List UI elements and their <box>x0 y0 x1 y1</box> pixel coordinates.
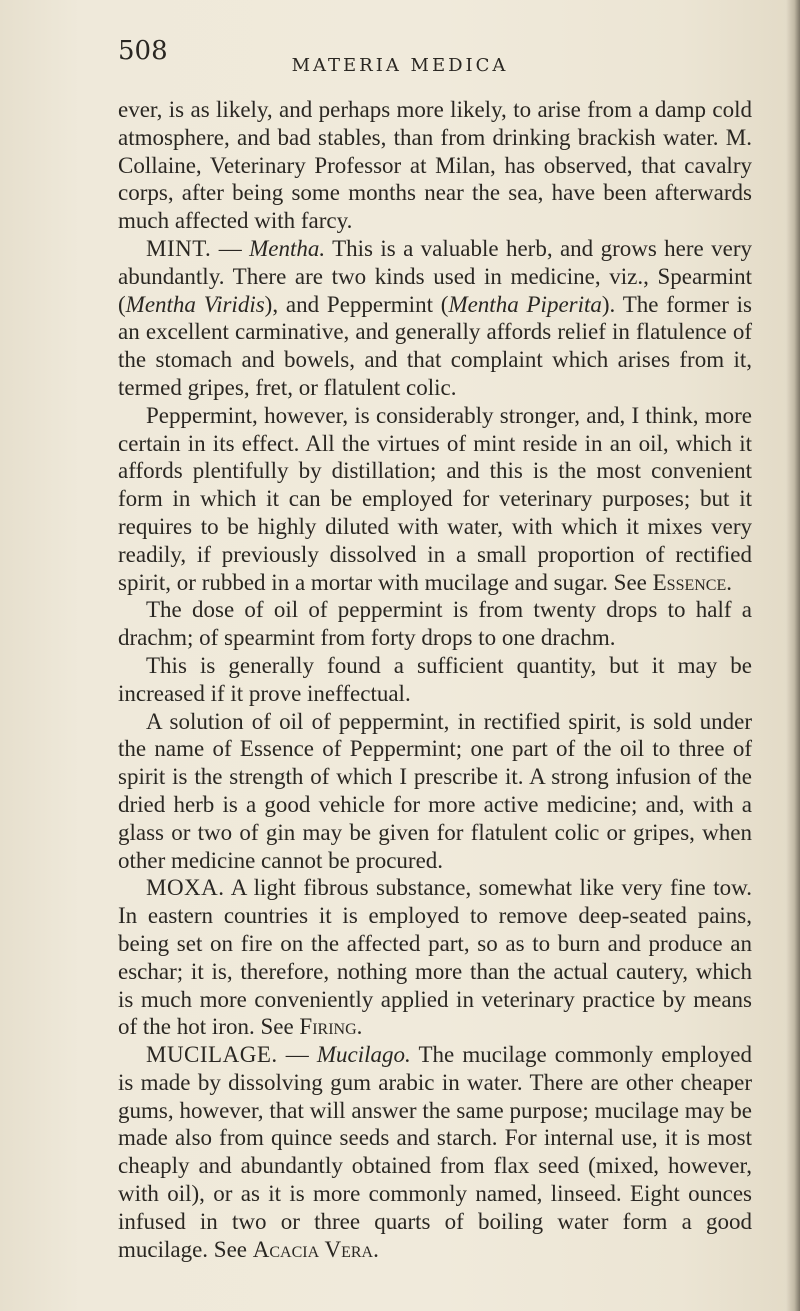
text: Peppermint, however, is considerably stronger, and, I think, more certain in its effect. All the virtues of mint reside in an oil, which it affords plentifully by distillation; and this is the most convenient form in which it can be employed for veterinary purposes; but it requires to be highly diluted with water, with which it mixes very readily, if previously dissolved in a small proportion of rectified spirit, or rubbed in a mortar with mucilage and sugar. See <box>118 402 752 595</box>
latin-name: Mentha Piperita <box>448 291 602 317</box>
latin-name: Mucilago. <box>316 1042 411 1068</box>
paragraph-peppermint <box>118 402 752 597</box>
text: ), and Peppermint ( <box>264 291 449 317</box>
paragraph-dose: The dose of oil of peppermint is from twenty drops to half a drachm; of spearmint from forty drops to one drachm. <box>118 597 752 651</box>
latin-name: Mentha. <box>249 235 326 261</box>
dash: — <box>277 1042 317 1068</box>
page-edge-shadow <box>786 0 800 1311</box>
entry-mucilage <box>118 1041 752 1263</box>
text: A light fibrous substance, somewhat like very fine tow. In eastern countries it is employed to remove deep-seated pains, being set on fire on the affected part, so as to burn and produce an eschar; it is, therefore, nothing more than the actual cautery, which is much more conveniently applied in veterinary practice by means of the hot iron. See <box>118 875 752 1040</box>
paragraph-quantity: This is generally found a sufficient quantity, but it may be increased if it prove ineffectual. <box>118 652 752 706</box>
entry-mint <box>118 235 752 402</box>
cross-reference: Essence. <box>652 569 732 595</box>
page-number: 508 <box>118 36 168 66</box>
entry-heading-mucilage: MUCILAGE. <box>146 1042 278 1068</box>
text: This is a valuable herb, and grows here very abundantly. There are two kinds used in medicine, viz., Spearmint ( <box>118 235 753 317</box>
text: ). The former is an excellent carminative, and generally affords relief in flatulence of the stomach and bowels, and that complaint which arises from it, termed gripes, fret, or flatulent colic. <box>118 291 753 400</box>
paragraph-solution: A solution of oil of peppermint, in rectified spirit, is sold under the name of Essence of Peppermint; one part of the oil to three of spirit is the strength of which I prescribe it. A strong infusion of the dried herb is a good vehicle for more active medicine; and, with a glass or two of gin may be given for flatulent colic or gripes, when other medicine cannot be procured. <box>118 708 752 873</box>
cross-reference: Acacia Vera. <box>252 1236 379 1262</box>
latin-name: Mentha Viridis <box>125 291 265 317</box>
entry-moxa <box>118 874 752 1041</box>
cross-reference: Firing. <box>299 1014 363 1040</box>
paragraph-farcy-continuation: ever, is as likely, and perhaps more likely, to arise from a damp cold atmosphere, and bad stables, than from drinking brackish water. M. Collaine, Veterinary Professor at Milan, has observed, that cavalry corps, after being some months near the sea, have been afterwards much affected with farcy. <box>118 97 752 234</box>
dash: — <box>211 235 250 261</box>
text: The mucilage commonly employed is made by dissolving gum arabic in water. There are other cheaper gums, however, that will answer the same purpose; mucilage may be made also from quince seeds and starch. For internal use, it is most cheaply and abundantly obtained from flax seed (mixed, however, with oil), or as it is more commonly named, linseed. Eight ounces infused in two or three quarts of boiling water form a good mucilage. See <box>118 1042 753 1262</box>
entry-heading-moxa: MOXA. <box>146 875 225 901</box>
running-head: MATERIA MEDICA <box>291 55 509 76</box>
page-body <box>118 96 752 1263</box>
entry-heading-mint: MINT. <box>146 235 212 261</box>
